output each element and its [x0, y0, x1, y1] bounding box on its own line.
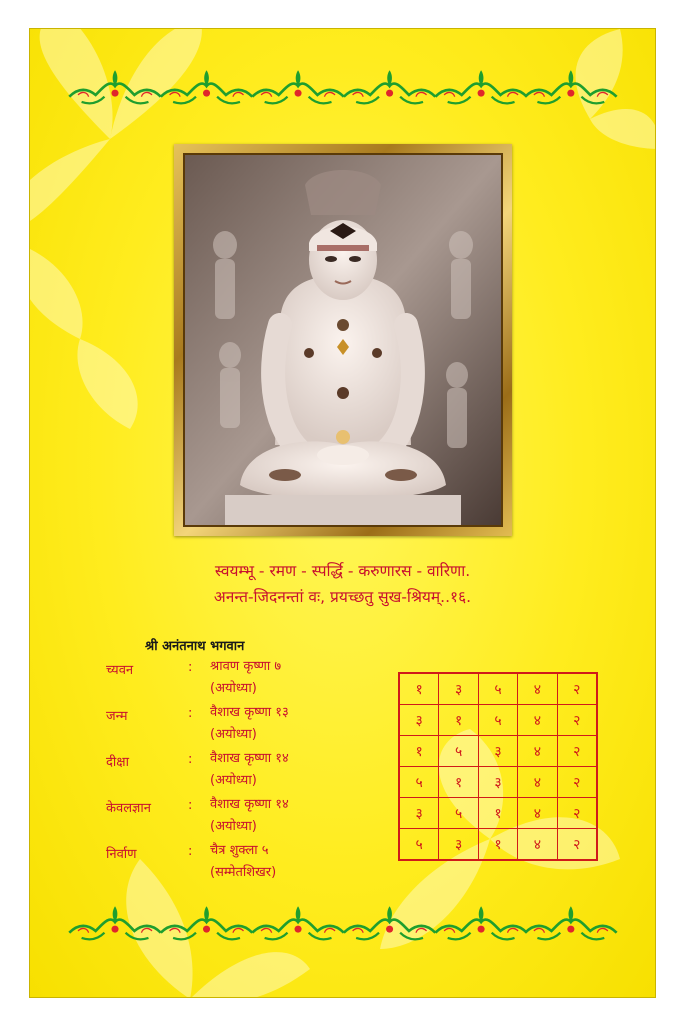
value-nirvan [210, 840, 276, 884]
separator: : [188, 798, 193, 813]
grid-cell: २ [557, 829, 597, 861]
grid-cell: ३ [399, 705, 439, 736]
flower-petal-decoration [29, 249, 150, 429]
idol-illustration [185, 155, 501, 525]
value-line: वैशाख कृष्णा १३ [210, 705, 289, 720]
grid-cell: ३ [399, 798, 439, 829]
grid-cell: ४ [518, 829, 557, 861]
grid-cell: १ [439, 705, 478, 736]
value-line: वैशाख कृष्णा १४ [210, 751, 289, 766]
grid-cell: ५ [399, 829, 439, 861]
label-janma: जन्म [106, 709, 128, 724]
grid-cell: ५ [439, 736, 478, 767]
grid-cell: ३ [439, 829, 478, 861]
grid-cell: ५ [478, 705, 517, 736]
top-ornament-border [30, 65, 655, 109]
value-line: (अयोध्या) [210, 773, 257, 788]
grid-cell: ५ [478, 673, 517, 705]
grid-cell: २ [557, 767, 597, 798]
value-line: श्रावण कृष्णा ७ [210, 659, 282, 674]
value-janma [210, 702, 289, 746]
value-chyavan [210, 656, 281, 700]
grid-cell: २ [557, 705, 597, 736]
grid-cell: १ [399, 736, 439, 767]
grid-row [399, 829, 597, 861]
separator: : [188, 752, 193, 767]
grid-cell: १ [478, 798, 517, 829]
idol-photo [183, 153, 503, 527]
page [29, 28, 656, 998]
grid-cell: २ [557, 798, 597, 829]
grid-cell: ४ [518, 798, 557, 829]
grid-cell: ३ [478, 767, 517, 798]
grid-cell: ४ [518, 705, 557, 736]
label-chyavan: च्यवन [106, 663, 134, 678]
label-nirvan: निर्वाण [106, 847, 137, 862]
flower-petal-decoration [500, 29, 656, 209]
grid-row [399, 705, 597, 736]
tirthankara-title: श्री अनंतनाथ भगवान [145, 639, 245, 654]
grid-cell: ४ [518, 736, 557, 767]
grid-cell: १ [439, 767, 478, 798]
grid-cell: ५ [439, 798, 478, 829]
grid-cell: १ [399, 673, 439, 705]
label-diksha: दीक्षा [106, 755, 129, 770]
shloka-line-1: स्वयम्भू - रमण - स्पर्द्धि - करुणारस - वारिणा. [214, 562, 471, 580]
value-line: (अयोध्या) [210, 819, 257, 834]
grid-cell: १ [478, 829, 517, 861]
grid-row [399, 767, 597, 798]
grid-cell: २ [557, 736, 597, 767]
grid-cell: ४ [518, 673, 557, 705]
separator: : [188, 660, 193, 675]
grid-cell: २ [557, 673, 597, 705]
number-yantra-grid [398, 672, 598, 861]
grid-row [399, 798, 597, 829]
value-line: (अयोध्या) [210, 727, 257, 742]
shloka-line-2: अनन्त-जिदनन्तां वः, प्रयच्छतु सुख-श्रियम्..१६. [213, 588, 472, 606]
value-kevalgyan [210, 794, 289, 838]
grid-cell: ४ [518, 767, 557, 798]
label-kevalgyan: केवलज्ञान [106, 801, 151, 816]
grid-cell: ३ [439, 673, 478, 705]
value-line: (सम्मेतशिखर) [210, 865, 277, 880]
picture-frame [174, 144, 512, 536]
value-line: वैशाख कृष्णा १४ [210, 797, 289, 812]
value-line: (अयोध्या) [210, 681, 257, 696]
bottom-ornament-border [30, 901, 655, 945]
grid-cell: ३ [478, 736, 517, 767]
grid-cell: ५ [399, 767, 439, 798]
separator: : [188, 844, 193, 859]
value-diksha [210, 748, 289, 792]
value-line: चैत्र शुक्ला ५ [210, 843, 269, 858]
separator: : [188, 706, 193, 721]
grid-row [399, 736, 597, 767]
grid-row [399, 673, 597, 705]
